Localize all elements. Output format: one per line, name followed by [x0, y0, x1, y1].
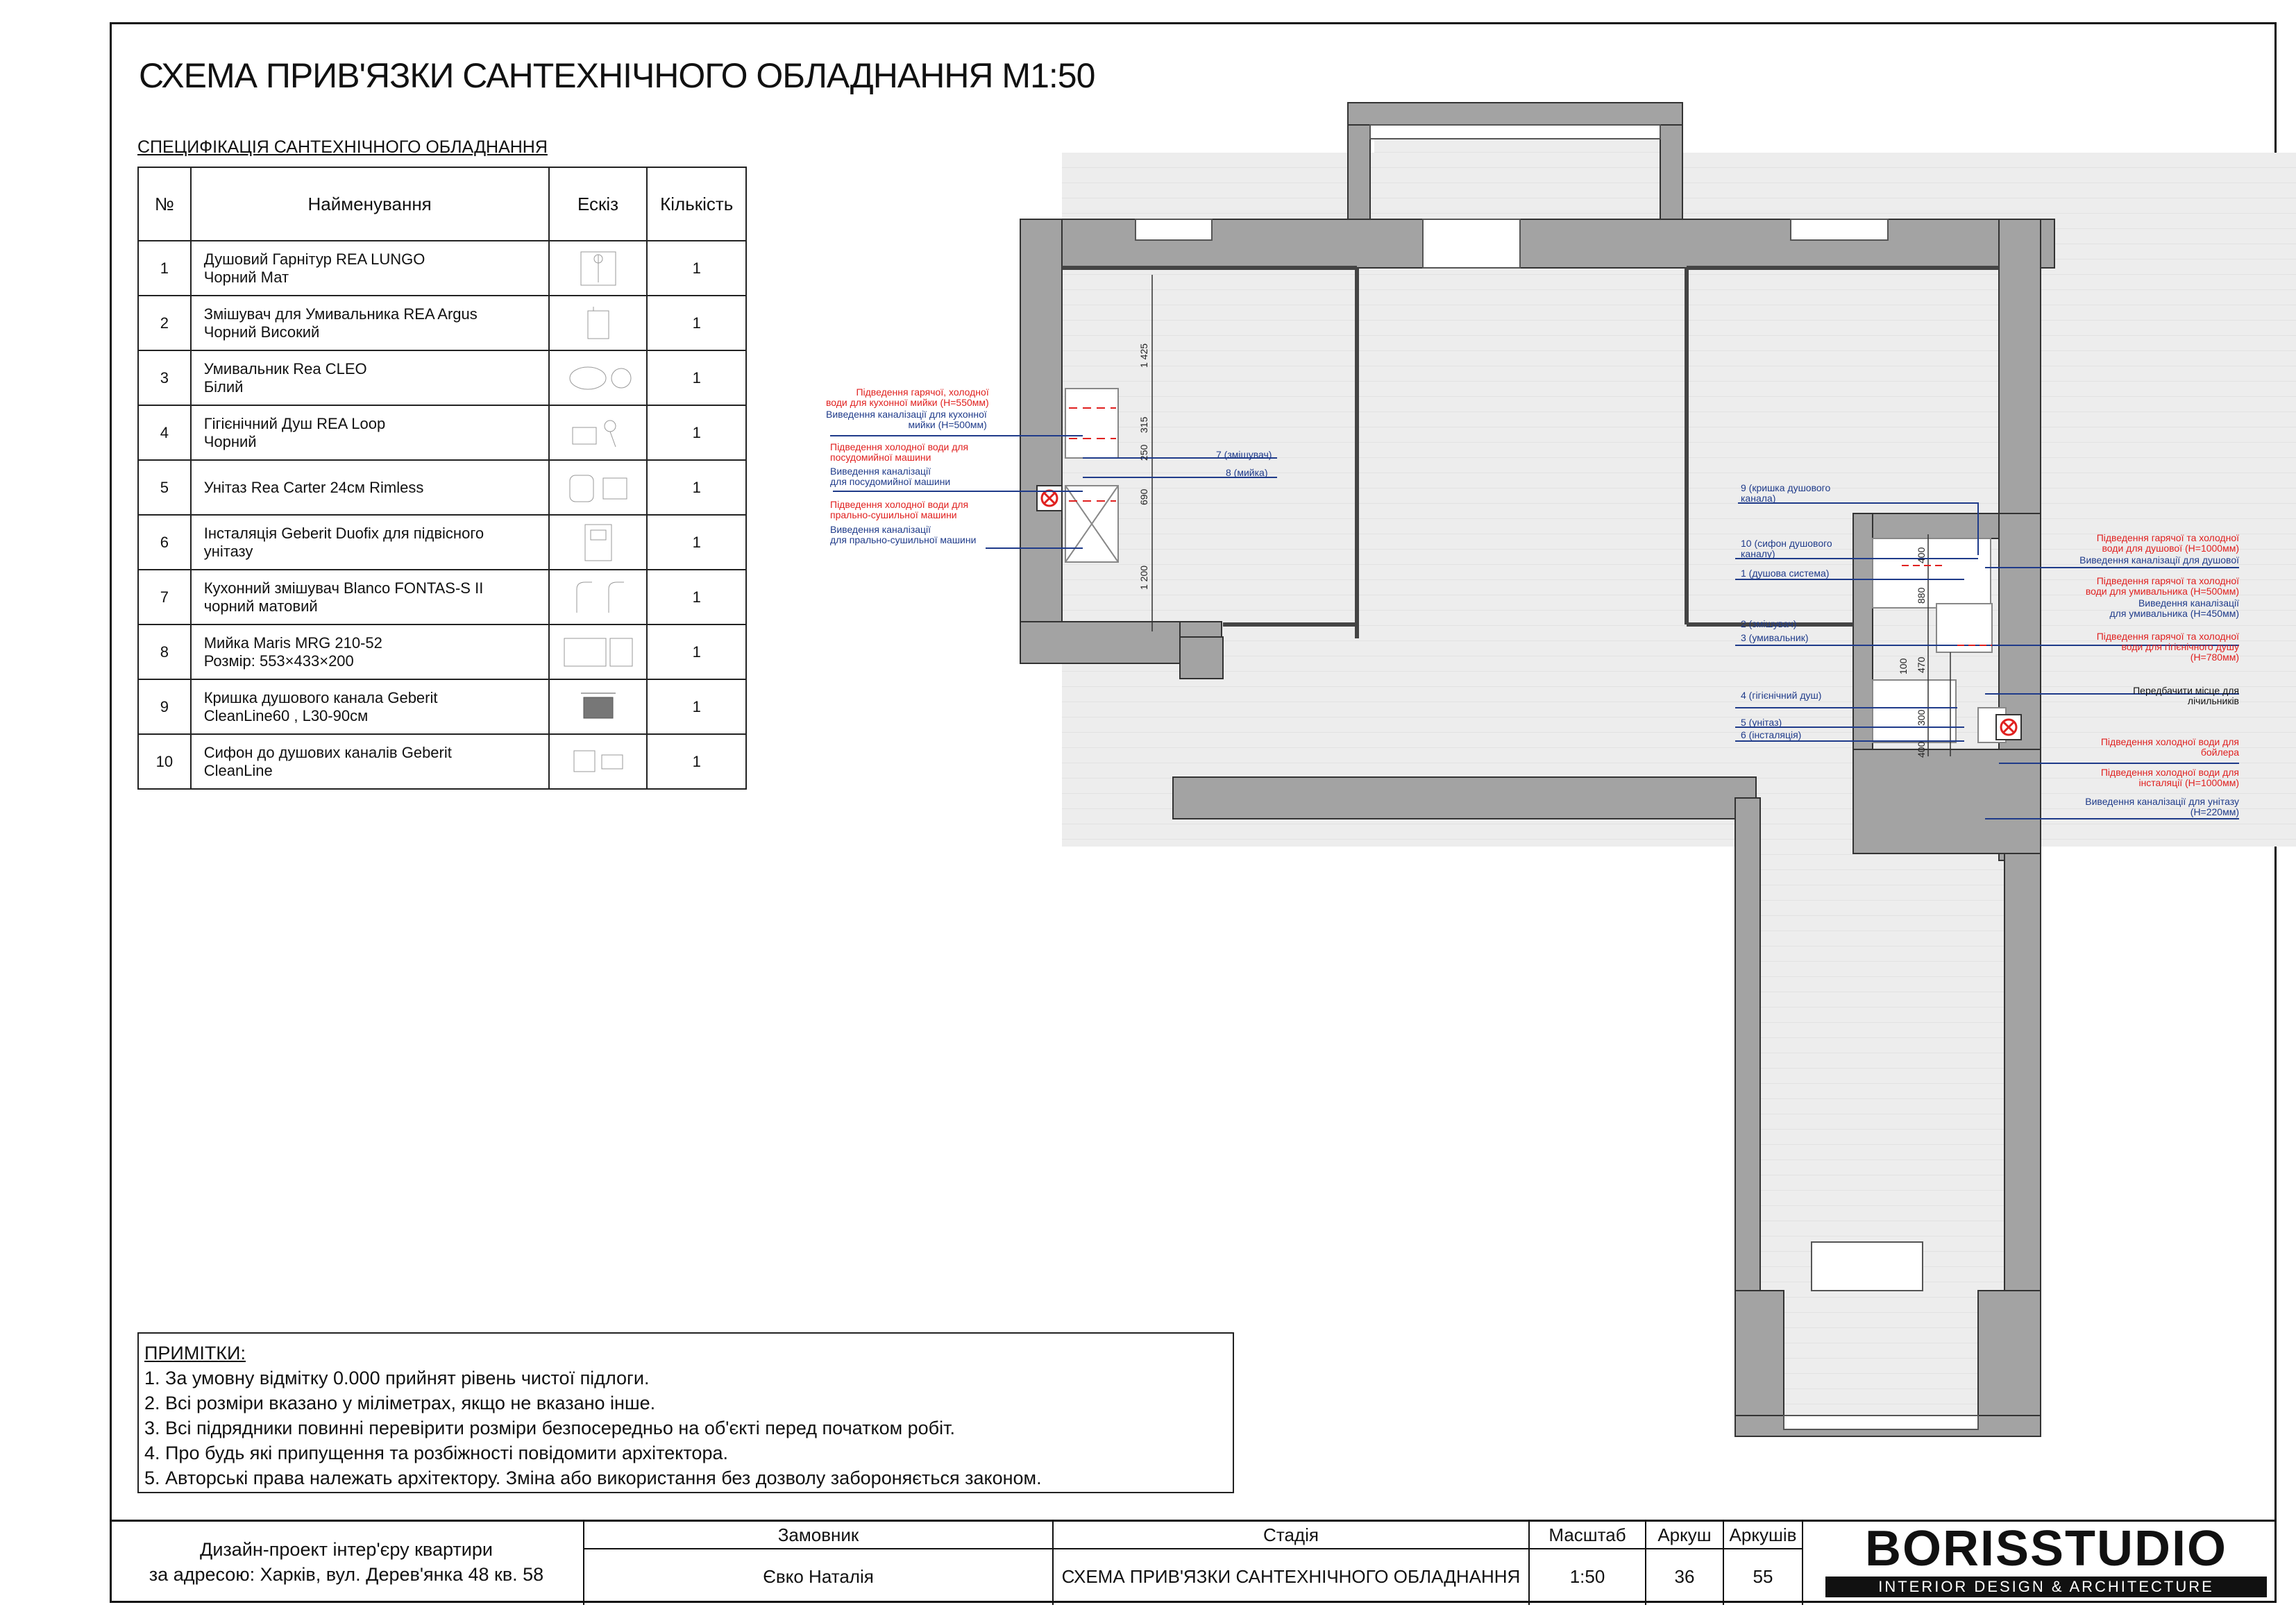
- label-line: Виведення каналізації для унітазу: [2085, 796, 2239, 807]
- row-name-line1: Сифон до душових каналів Geberit: [203, 743, 452, 761]
- row-no: 10: [138, 734, 191, 789]
- sheets-label: Аркушів: [1724, 1522, 1802, 1549]
- spec-header-no: №: [138, 167, 191, 241]
- row-name-line2: Розмір: 553×433×200: [203, 652, 354, 670]
- label-mixer-7: 7 (змішувач): [1216, 449, 1272, 460]
- note-item: 4. Про будь які припущення та розбіжності повідомити архітектора.: [144, 1443, 728, 1463]
- row-qty: 1: [647, 515, 746, 570]
- label-shower-drain: Виведення каналізації для душової: [2079, 554, 2239, 566]
- row-no: 8: [138, 624, 191, 679]
- label-line: прально-сушильної машини: [830, 509, 957, 520]
- row-qty: 1: [647, 570, 746, 624]
- label-line: бойлера: [2200, 747, 2239, 758]
- note-item: 5. Авторські права належать архітектору. Зміна або використання без дозволу забороняється законом.: [144, 1468, 1042, 1488]
- row-no: 4: [138, 405, 191, 460]
- stage-label: Стадія: [1054, 1522, 1528, 1549]
- scale-cell: [1528, 1522, 1645, 1605]
- label-line: канала): [1741, 493, 1776, 504]
- label-toilet-5: 5 (унітаз): [1741, 717, 1782, 728]
- label-line: Підведення холодної води для: [2100, 767, 2239, 778]
- row-no: 3: [138, 350, 191, 405]
- note-item: 2. Всі розміри вказано у міліметрах, якщо не вказано інше.: [144, 1393, 656, 1413]
- label-hygienic-supply: [2085, 631, 2239, 663]
- label-line: (Н=780мм): [2190, 652, 2239, 663]
- row-qty: 1: [647, 460, 746, 515]
- label-line: води для гігієнічного душу: [2121, 641, 2239, 652]
- dimension: 400: [1916, 547, 1927, 563]
- logo-tagline: INTERIOR DESIGN & ARCHITECTURE: [1825, 1577, 2267, 1597]
- label-meters: [2085, 686, 2239, 706]
- client-cell: [583, 1522, 1052, 1605]
- row-no: 9: [138, 679, 191, 734]
- label-line: 10 (сифон душового: [1741, 538, 1832, 549]
- logo-name: BORISSTUDIO: [1864, 1521, 2228, 1577]
- note-item: 1. За умовну відмітку 0.000 прийнят рівень чистої підлоги.: [144, 1368, 650, 1388]
- label-line: для посудомийної машини: [830, 476, 951, 487]
- row-name-line2: Білий: [203, 377, 244, 396]
- row-no: 5: [138, 460, 191, 515]
- row-qty: 1: [647, 734, 746, 789]
- label-line: Підведення холодної води для: [830, 441, 969, 452]
- row-name-line2: унітазу: [203, 542, 253, 560]
- dimension: 250: [1138, 444, 1149, 461]
- row-qty: 1: [647, 624, 746, 679]
- riser-shaft-icon: [1996, 715, 2021, 740]
- label-installation-supply: [2085, 767, 2239, 788]
- label-siphon-10: [1741, 538, 1832, 559]
- row-qty: 1: [647, 241, 746, 296]
- label-line: (Н=220мм): [2190, 806, 2239, 817]
- label-washer-supply: [830, 500, 968, 520]
- label-line: 9 (кришка душового: [1741, 482, 1831, 493]
- label-boiler-supply: [2085, 737, 2239, 758]
- dimension: 690: [1138, 488, 1149, 505]
- label-line: Передбачити місце для: [2133, 685, 2239, 696]
- row-qty: 1: [647, 296, 746, 350]
- dimension: 100: [1898, 658, 1909, 674]
- label-line: Підведення гарячої та холодної: [2096, 575, 2239, 586]
- label-shower-1: 1 (душова система): [1741, 568, 1830, 579]
- scale-label: Масштаб: [1530, 1522, 1645, 1549]
- label-line: Виведення каналізації для кухонної: [826, 409, 987, 420]
- label-installation-6: 6 (інсталяція): [1741, 729, 1802, 740]
- row-name-line2: CleanLine60 , L30-90см: [203, 706, 369, 724]
- label-line: Підведення холодної води для: [830, 499, 969, 510]
- sheet-cell: [1645, 1522, 1723, 1605]
- row-name-line1: Душовий Гарнітур REA LUNGO: [203, 250, 425, 268]
- label-line: Виведення каналізації: [2138, 597, 2239, 609]
- sheet-value: 36: [1674, 1566, 1695, 1587]
- ventilation-shaft-icon: [1037, 486, 1062, 511]
- row-name-line1: Змішувач для Умивальника REA Argus: [203, 305, 478, 323]
- stage-cell: [1052, 1522, 1528, 1605]
- label-dishwasher-drain: [830, 466, 950, 487]
- scale-value: 1:50: [1569, 1566, 1605, 1587]
- dimension: 880: [1916, 587, 1927, 604]
- notes-heading: ПРИМІТКИ:: [144, 1343, 246, 1363]
- label-line: води для душової (Н=1000мм): [2102, 543, 2239, 554]
- notes-box: [137, 1332, 1234, 1493]
- label-sink-8: 8 (мийка): [1226, 467, 1268, 478]
- dimension: 400: [1916, 741, 1927, 758]
- label-toilet-drain: [2064, 797, 2239, 817]
- label-drain-cover-9: [1741, 483, 1830, 504]
- client-label: Замовник: [584, 1522, 1052, 1549]
- label-line: для прально-сушильної машини: [830, 534, 977, 545]
- label-line: Підведення холодної води для: [2100, 736, 2239, 747]
- row-name-line2: Чорний Високий: [203, 323, 320, 341]
- row-qty: 1: [647, 679, 746, 734]
- row-name-line1: Інсталяція Geberit Duofix для підвісного: [203, 524, 484, 542]
- label-basin-drain: [2085, 598, 2239, 619]
- row-name-line1: Унітаз Rea Carter 24см Rimless: [203, 478, 424, 496]
- row-name-line2: Чорний Мат: [203, 268, 289, 286]
- label-line: каналу): [1741, 548, 1775, 559]
- row-qty: 1: [647, 405, 746, 460]
- label-washer-drain: [830, 525, 976, 545]
- label-line: води для умивальника (Н=500мм): [2085, 586, 2239, 597]
- label-line: мийки (Н=500мм): [908, 419, 987, 430]
- sheets-cell: [1723, 1522, 1803, 1605]
- client-value: Євко Наталія: [763, 1566, 874, 1587]
- row-name-line2: CleanLine: [203, 761, 273, 779]
- label-shower-supply: [2085, 533, 2239, 554]
- label-line: Виведення каналізації: [830, 524, 931, 535]
- dimension: 315: [1138, 416, 1149, 433]
- label-line: Виведення каналізації: [830, 466, 931, 477]
- label-mixer-2: 2 (змішувач): [1741, 618, 1797, 629]
- row-name-line1: Кухонний змішувач Blanco FONTAS-S II: [203, 579, 484, 597]
- dimension: 1 425: [1138, 343, 1149, 368]
- label-dishwasher-supply: [830, 442, 968, 463]
- stage-value: СХЕМА ПРИВ'ЯЗКИ САНТЕХНІЧНОГО ОБЛАДНАННЯ: [1061, 1566, 1521, 1587]
- page-title: СХЕМА ПРИВ'ЯЗКИ САНТЕХНІЧНОГО ОБЛАДНАННЯ М1:50: [139, 56, 1095, 95]
- spec-header-qty: Кількість: [647, 167, 746, 241]
- label-line: води для кухонної мийки (Н=550мм): [826, 397, 989, 408]
- dimension: 470: [1916, 656, 1927, 673]
- label-kitchen-sink-supply: [826, 387, 989, 408]
- row-no: 7: [138, 570, 191, 624]
- label-line: посудомийної машини: [830, 452, 931, 463]
- sheet-label: Аркуш: [1646, 1522, 1723, 1549]
- label-line: інсталяції (Н=1000мм): [2138, 777, 2239, 788]
- label-basin-supply: [2085, 576, 2239, 597]
- dimension: 1 200: [1138, 565, 1149, 590]
- row-no: 2: [138, 296, 191, 350]
- row-no: 1: [138, 241, 191, 296]
- studio-logo: [1817, 1522, 2275, 1600]
- row-name-line2: чорний матовий: [203, 597, 318, 615]
- label-line: Підведення гарячої та холодної: [2096, 631, 2239, 642]
- label-basin-3: 3 (умивальник): [1741, 632, 1809, 643]
- project-info: [110, 1522, 583, 1605]
- label-line: для умивальника (Н=450мм): [2109, 608, 2239, 619]
- note-item: 3. Всі підрядники повинні перевірити розміри безпосередньо на об'єкті перед початком робіт.: [144, 1418, 956, 1438]
- label-line: Підведення гарячої та холодної: [2096, 532, 2239, 543]
- spec-header-sketch: Ескіз: [549, 167, 648, 241]
- row-name-line2: Чорний: [203, 432, 257, 450]
- row-qty: 1: [647, 350, 746, 405]
- spec-caption: СПЕЦИФІКАЦІЯ САНТЕХНІЧНОГО ОБЛАДНАННЯ: [137, 137, 548, 157]
- label-line: лічильників: [2187, 695, 2239, 706]
- label-kitchen-sink-drain: [826, 409, 987, 430]
- sheets-value: 55: [1753, 1566, 1773, 1587]
- label-line: Підведення гарячої, холодної: [856, 386, 989, 398]
- dimension: 300: [1916, 709, 1927, 726]
- label-hygienic-4: 4 (гігієнічний душ): [1741, 690, 1822, 701]
- row-name-line1: Умивальник Rea CLEO: [203, 359, 367, 377]
- project-address: за адресою: Харків, вул. Дерев'янка 48 кв. 58: [149, 1564, 544, 1585]
- row-no: 6: [138, 515, 191, 570]
- row-name-line1: Кришка душового канала Geberit: [203, 688, 438, 706]
- row-name-line1: Гігієнічний Душ REA Loop: [203, 414, 386, 432]
- spec-header-name: Найменування: [191, 167, 549, 241]
- row-name-line1: Мийка Maris MRG 210-52: [203, 634, 382, 652]
- project-line: Дизайн-проект інтер'єру квартири: [200, 1539, 493, 1560]
